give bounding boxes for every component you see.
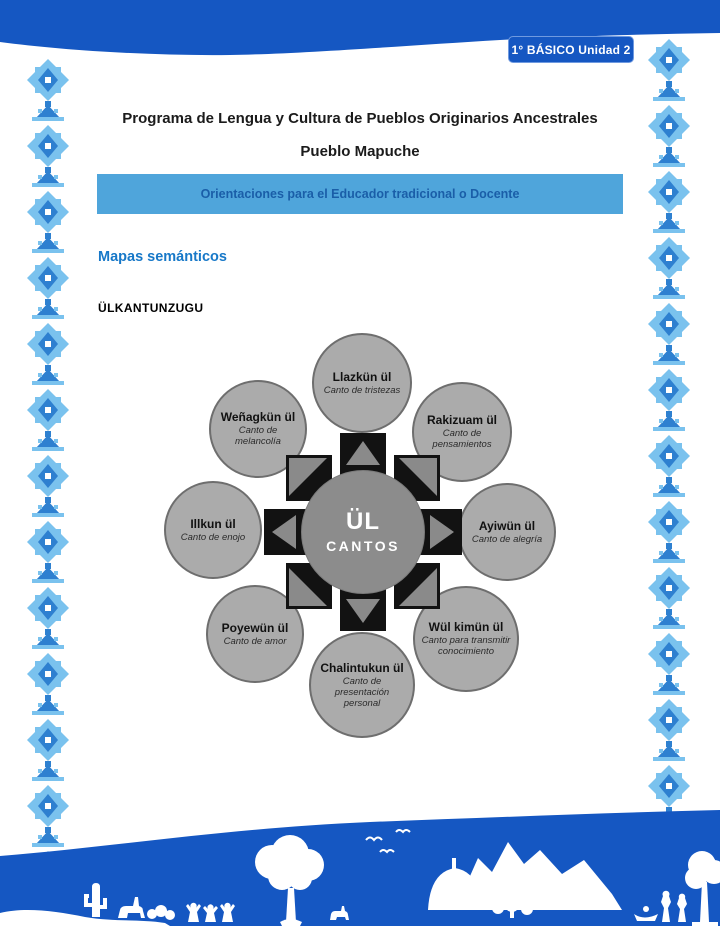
semantic-map-diagram: [160, 333, 566, 743]
left-border-pattern: [25, 58, 73, 854]
topic-heading: ÜLKANTUNZUGU: [98, 301, 204, 315]
node-title: Ayiwün ül: [478, 518, 536, 533]
diagram-node-illkun: [164, 481, 262, 579]
diagram-node-wul-kimun: [413, 586, 519, 692]
node-subtitle: Canto de melancolía: [235, 425, 281, 447]
node-title: Illkun ül: [190, 516, 236, 531]
center-subtitle: CANTOS: [326, 538, 400, 554]
diagram-node-chalintukun: [309, 632, 415, 738]
node-title: Chalintukun ül: [320, 660, 404, 675]
program-title: Programa de Lengua y Cultura de Pueblos Originarios Ancestrales: [122, 110, 598, 127]
right-border-pattern: [646, 38, 694, 814]
diagram-center-node: [301, 470, 425, 594]
node-title: Wül kimün ül: [428, 620, 504, 634]
node-title: Poyewün ül: [221, 620, 289, 635]
node-subtitle: Canto de amor: [223, 635, 287, 647]
node-subtitle: Canto de pensamientos: [432, 428, 492, 450]
unit-badge: [508, 36, 634, 63]
pueblo-subtitle: Pueblo Mapuche: [300, 143, 420, 160]
center-title: ÜL: [346, 508, 380, 535]
orientation-banner: [97, 174, 623, 214]
diagram-node-poyewun: [206, 585, 304, 683]
diagram-node-wenagkun: [209, 380, 307, 478]
footer-landscape-illustration: [0, 810, 720, 932]
node-subtitle: Canto para transmitir conocimiento: [421, 635, 511, 657]
diagram-node-ayiwun: [458, 483, 556, 581]
diagram-node-rakizuam: [412, 382, 512, 482]
node-subtitle: Canto de alegría: [471, 533, 543, 545]
node-title: Weñagkün ül: [220, 410, 296, 424]
node-title: Llazkün ül: [332, 369, 392, 384]
section-heading: Mapas semánticos: [98, 249, 227, 265]
diagram-node-llazkun: [312, 333, 412, 433]
unit-badge-label: 1° BÁSICO Unidad 2: [511, 42, 631, 57]
node-subtitle: Canto de enojo: [180, 531, 246, 543]
node-subtitle: Canto de tristezas: [323, 384, 401, 396]
node-subtitle: Canto de presentación personal: [334, 675, 390, 709]
node-title: Rakizuam ül: [426, 413, 498, 427]
orientation-banner-label: Orientaciones para el Educador tradicional o Docente: [200, 187, 520, 201]
